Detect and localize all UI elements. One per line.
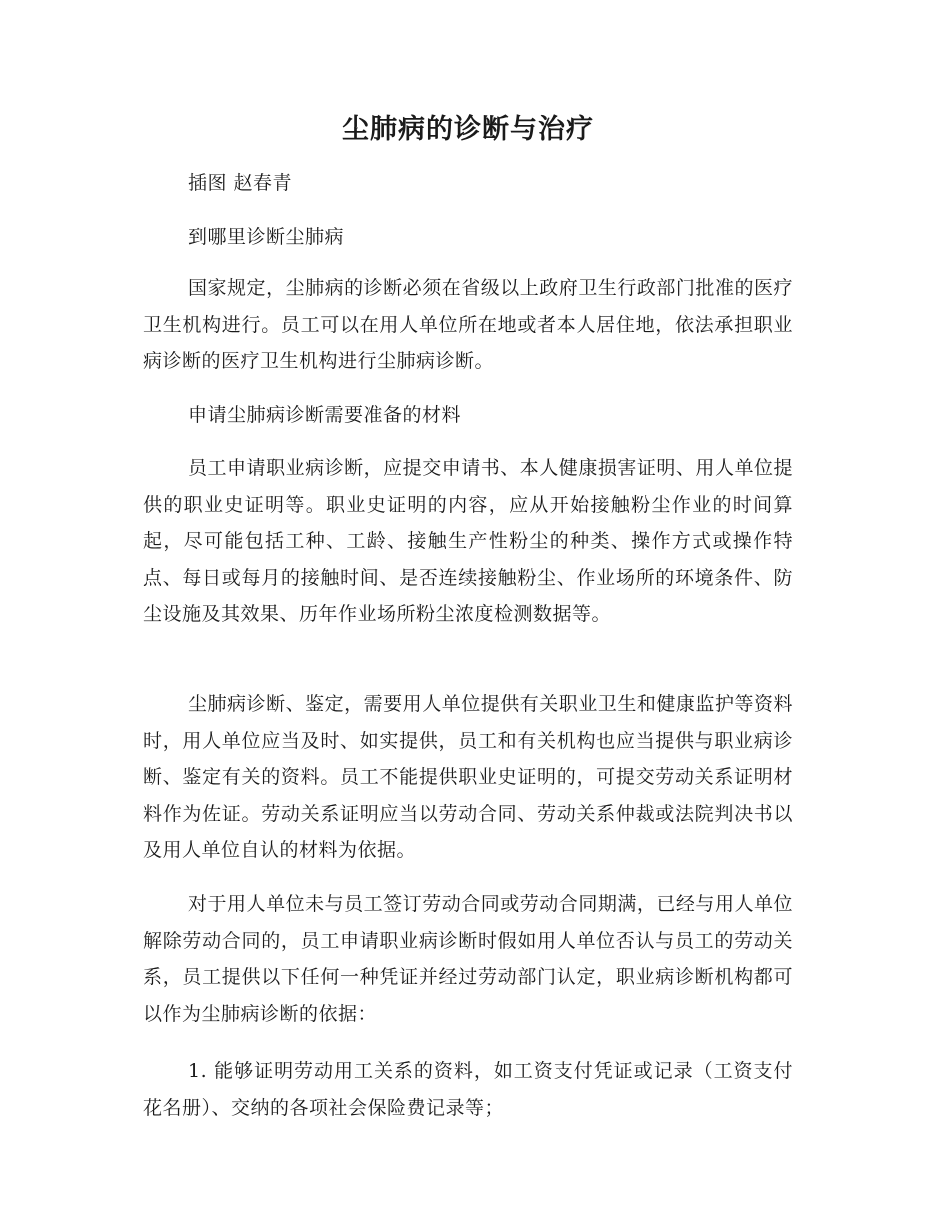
- paragraph-employer-duty: 尘肺病诊断、鉴定，需要用人单位提供有关职业卫生和健康监护等资料时，用人单位应当及时、如实提供，员工和有关机构也应当提供与职业病诊断、鉴定有关的资料。员工不能提供职业史证明的，可提交劳动关系证明材料作为佐证。劳动关系证明应当以劳动合同、劳动关系仲裁或法院判决书以及用人单位自认的材料为依据。: [143, 693, 793, 861]
- illustrator-credit: 插图 赵春青: [188, 172, 293, 194]
- document-title: 尘肺病的诊断与治疗: [342, 114, 594, 145]
- paragraph-no-contract: 对于用人单位未与员工签订劳动合同或劳动合同期满，已经与用人单位解除劳动合同的，员工申请职业病诊断时假如用人单位否认与员工的劳动关系，员工提供以下任何一种凭证并经过劳动部门认定，职业病诊断机构都可以作为尘肺病诊断的依据：: [143, 893, 793, 1025]
- paragraph-materials: 员工申请职业病诊断，应提交申请书、本人健康损害证明、用人单位提供的职业史证明等。职业史证明的内容，应从开始接触粉尘作业的时间算起，尽可能包括工种、工龄、接触生产性粉尘的种类、操作方式或操作特点、每日或每月的接触时间、是否连续接触粉尘、作业场所的环境条件、防尘设施及其效果、历年作业场所粉尘浓度检测数据等。: [143, 457, 793, 625]
- section-heading-where-to-diagnose: 到哪里诊断尘肺病: [188, 226, 345, 248]
- list-item: 1. 能够证明劳动用工关系的资料，如工资支付凭证或记录（工资支付花名册）、交纳的各项社会保险费记录等；: [143, 1060, 793, 1119]
- paragraph-regulation: 国家规定，尘肺病的诊断必须在省级以上政府卫生行政部门批准的医疗卫生机构进行。员工可以在用人单位所在地或者本人居住地，依法承担职业病诊断的医疗卫生机构进行尘肺病诊断。: [143, 277, 793, 372]
- section-heading-required-materials: 申请尘肺病诊断需要准备的材料: [188, 404, 462, 426]
